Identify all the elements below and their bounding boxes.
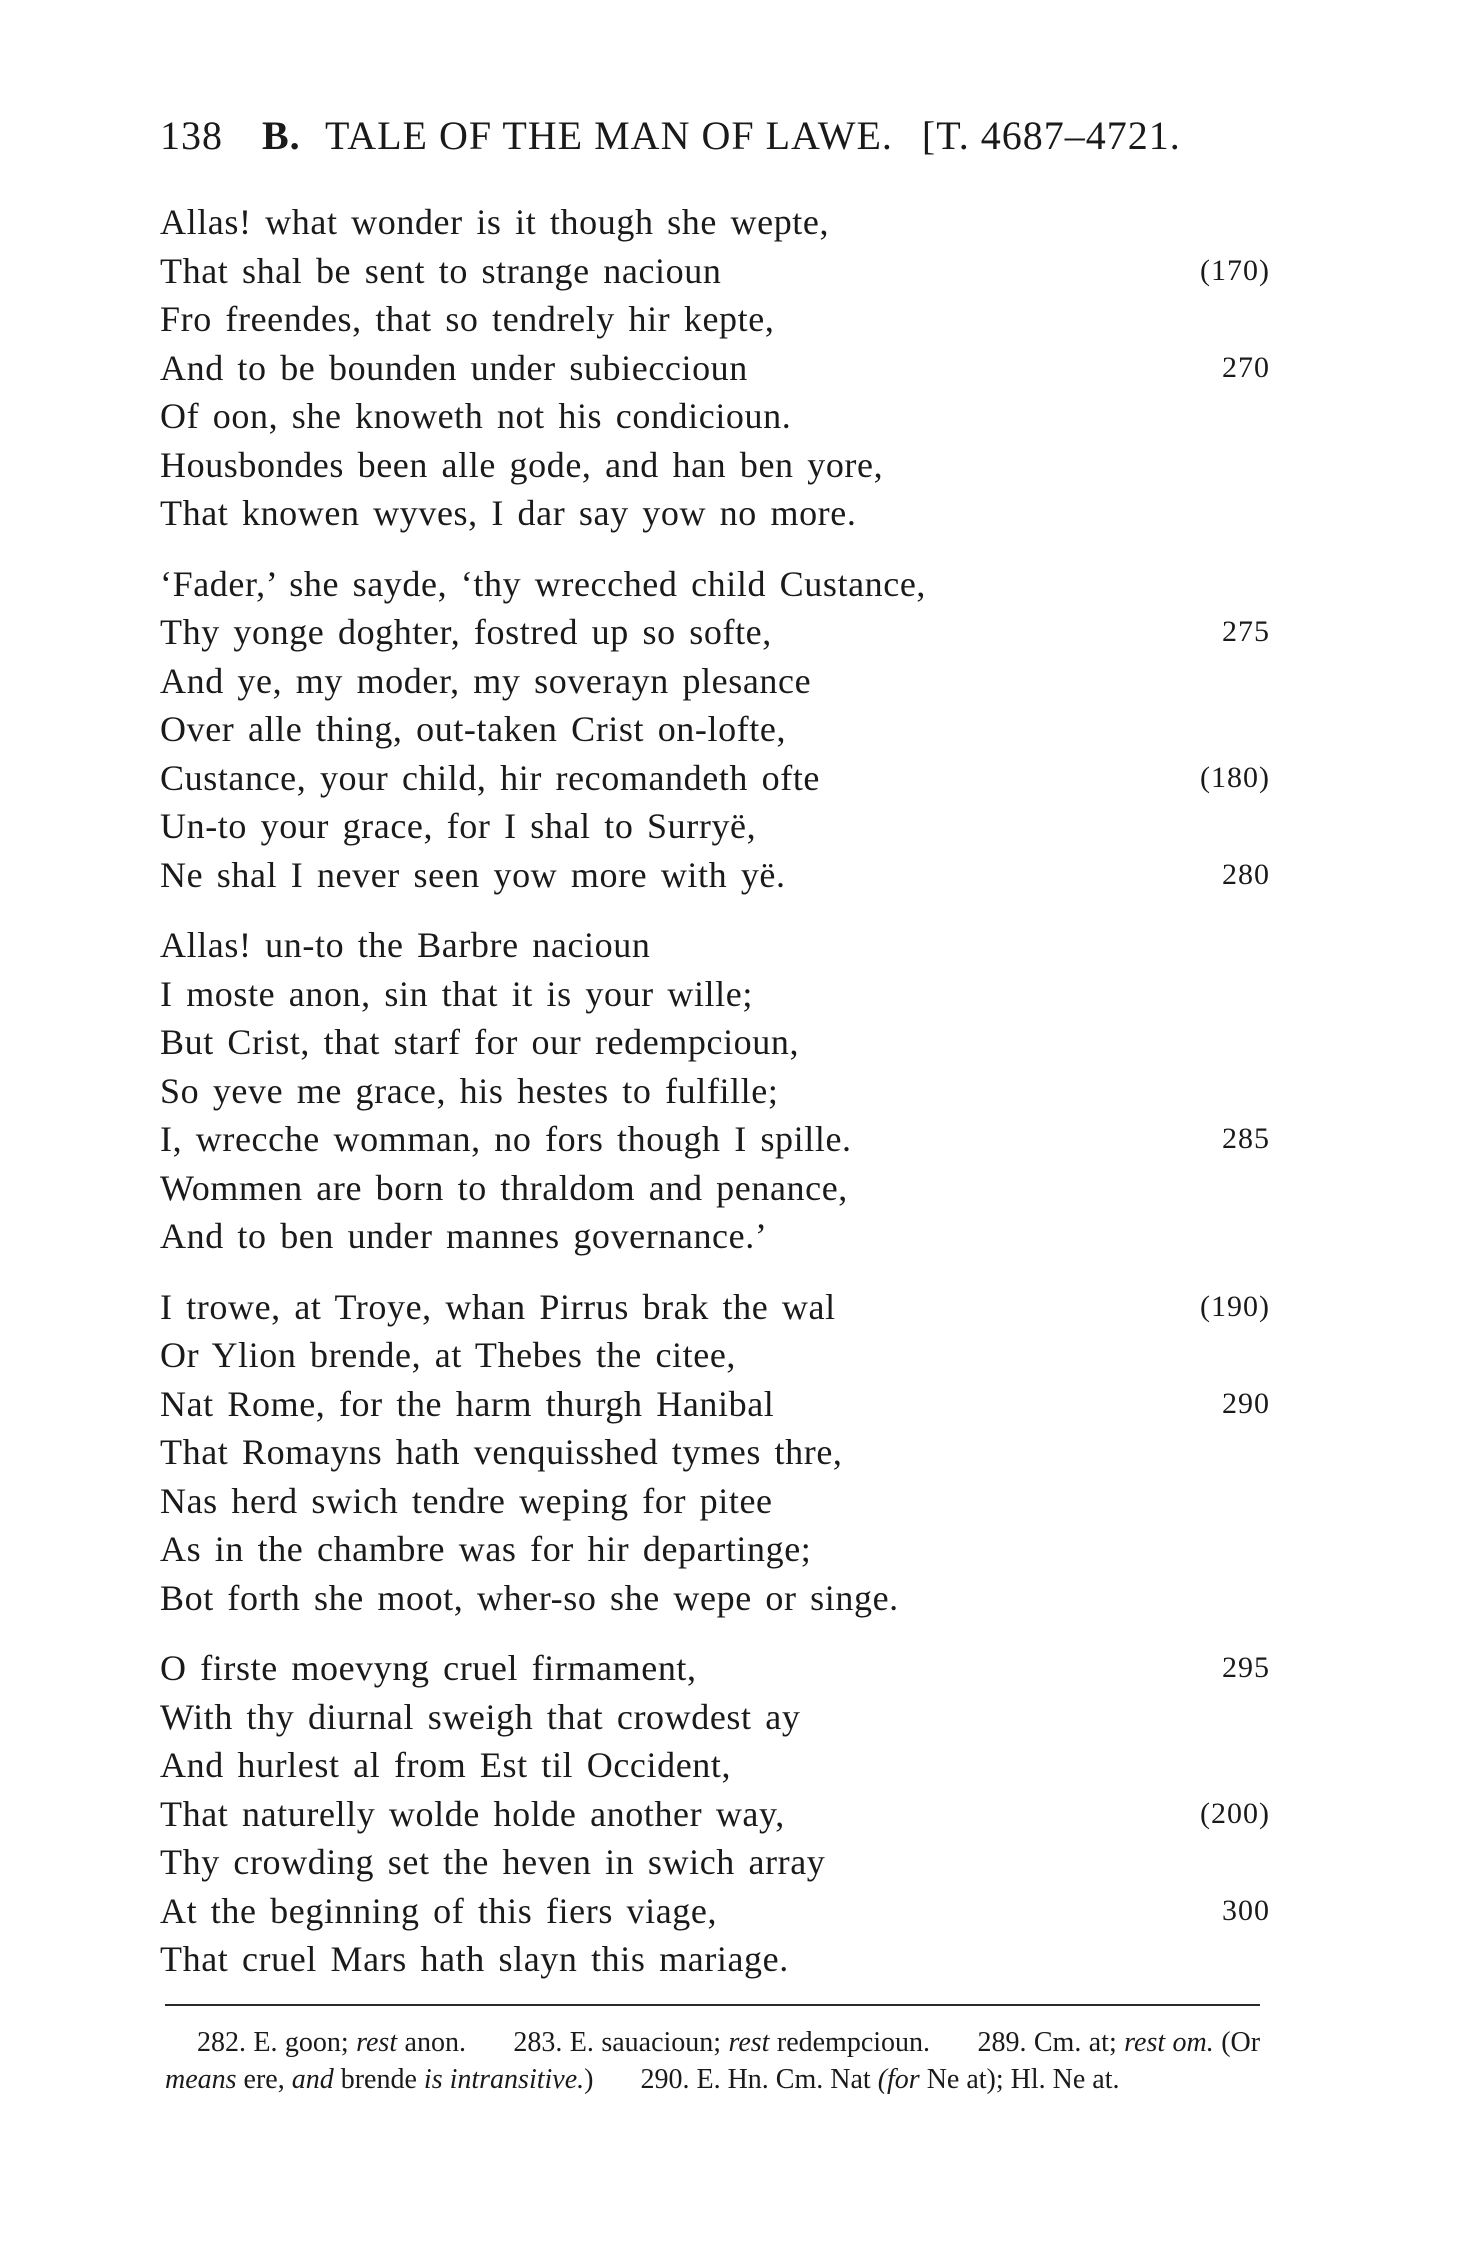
verse-text: Over alle thing, out-taken Crist on-lofte, [160,709,787,749]
verse-line [160,1018,1270,1067]
verse-line [160,921,1270,970]
verse-text: And ye, my moder, my soverayn plesance [160,660,812,701]
verse-text: I, wrecche womman, no fors though I spille. [160,1119,852,1159]
verse-text: With thy diurnal sweigh that crowdest ay [160,1696,801,1737]
verse-text: Allas! what wonder is it though she wepte, [160,202,830,242]
verse-text: ‘Fader,’ she sayde, ‘thy wrecched child Custance, [160,563,927,604]
verse-text: That cruel Mars hath slayn this mariage. [160,1939,789,1979]
footnote-text: brende [340,2064,417,2095]
verse-text: That Romayns hath venquisshed tymes thre, [160,1432,843,1472]
footnote-italic: rest om. [1124,2027,1214,2058]
footnote-text: ere, [243,2064,285,2095]
verse-line [160,1380,1270,1429]
stanza [160,560,1270,900]
verse-text: Thy crowding set the heven in swich array [160,1842,826,1882]
verse-text: Custance, your child, hir recomandeth ofte [160,757,820,798]
verse-line [160,1887,1270,1936]
poem-body [160,198,1270,2006]
verse-text: Of oon, she knoweth not his condicioun. [160,396,792,436]
line-number: 280 [1222,857,1270,891]
footnote-italic: rest [728,2027,770,2058]
verse-text: I trowe, at Troye, whan Pirrus brak the wal [160,1286,836,1327]
line-range: [T. 4687–4721. [921,113,1181,158]
line-number: (190) [1200,1289,1270,1323]
verse-line [160,247,1270,296]
verse-line [160,1115,1270,1164]
footnote-text: redempcioun. [776,2027,931,2058]
footnote-italic: and [291,2064,334,2095]
verse-line [160,1283,1270,1332]
footnote [640,2064,1119,2095]
line-number: (200) [1200,1796,1270,1830]
line-number: 290 [1222,1386,1270,1420]
verse-text: I moste anon, sin that it is your wille; [160,973,753,1014]
verse-line [160,1164,1270,1213]
footnote-text: 282. E. goon; [197,2027,349,2058]
verse-line [160,705,1270,754]
verse-line [160,1212,1270,1261]
verse-line [160,441,1270,490]
verse-line [160,1693,1270,1742]
line-number: 300 [1222,1893,1270,1927]
verse-line [160,1790,1270,1839]
verse-line [160,1935,1270,1984]
verse-line [160,657,1270,706]
page-number: 138 [160,113,223,158]
verse-line [160,851,1270,900]
line-number: (180) [1200,760,1270,794]
verse-line [160,1331,1270,1380]
running-header [160,112,1270,172]
verse-line [160,1525,1270,1574]
verse-text: That shal be sent to strange nacioun [160,250,722,291]
verse-text: As in the chambre was for hir departinge; [160,1529,812,1569]
stanza [160,1283,1270,1623]
verse-text: That knowen wyves, I dar say yow no more. [160,493,857,533]
verse-line [160,392,1270,441]
line-number: 270 [1222,350,1270,384]
footnote-text: (Or [1221,2027,1261,2058]
verse-text: Fro freendes, that so tendrely hir kepte, [160,299,775,339]
verse-line [160,608,1270,657]
section-letter: B. [262,113,301,158]
footnote-italic: is intransitive. [423,2064,585,2095]
stanza [160,1644,1270,1984]
footnote [513,2027,930,2058]
verse-line [160,1644,1270,1693]
footnote-text: 283. E. sauacioun; [513,2027,722,2058]
verse-text: Allas! un-to the Barbre nacioun [160,925,651,965]
footnote-text: ) [584,2064,594,2095]
verse-text: Nat Rome, for the harm thurgh Hanibal [160,1383,775,1424]
line-number: 285 [1222,1122,1270,1155]
line-number: (170) [1200,253,1270,287]
verse-line [160,970,1270,1019]
verse-text: Un-to your grace, for I shal to Surryë, [160,806,757,846]
verse-text: Or Ylion brende, at Thebes the citee, [160,1335,737,1375]
verse-line [160,1428,1270,1477]
verse-text: Housbondes been alle gode, and han ben yore, [160,444,884,485]
footnote [197,2027,466,2058]
verse-line [160,198,1270,247]
verse-text: Nas herd swich tendre weping for pitee [160,1480,773,1521]
verse-line [160,1477,1270,1526]
footnote-text: Ne at); Hl. Ne at. [926,2064,1120,2095]
verse-text: Ne shal I never seen yow more with yë. [160,854,786,895]
verse-line [160,802,1270,851]
verse-line [160,295,1270,344]
verse-text: Wommen are born to thraldom and penance, [160,1167,848,1208]
verse-line [160,1741,1270,1790]
footnote-text: anon. [404,2027,466,2058]
line-number: 295 [1222,1651,1270,1684]
verse-line [160,1574,1270,1623]
verse-text: And hurlest al from Est til Occident, [160,1745,732,1785]
footnote-italic: (for [877,2064,920,2095]
verse-text: That naturelly wolde holde another way, [160,1793,785,1834]
verse-text: Bot forth she moot, wher-so she wepe or singe. [160,1577,899,1618]
footnote-text: 289. Cm. at; [977,2027,1117,2058]
verse-text: So yeve me grace, his hestes to fulfille; [160,1070,779,1111]
footnote-text: 290. E. Hn. Cm. Nat [640,2064,871,2095]
footnote-italic: means [165,2064,237,2095]
footnotes [165,2024,1260,2098]
stanza [160,198,1270,538]
stanza [160,921,1270,1261]
verse-line [160,560,1270,609]
verse-line [160,344,1270,393]
line-number: 275 [1222,615,1270,648]
verse-line [160,1067,1270,1116]
running-title: TALE OF THE MAN OF LAWE. [324,113,893,158]
verse-line [160,1838,1270,1887]
verse-line [160,489,1270,538]
verse-text: O firste moevyng cruel firmament, [160,1648,697,1688]
footnote-rule [165,2004,1260,2006]
verse-text: And to ben under mannes governance.’ [160,1216,768,1256]
verse-text: But Crist, that starf for our redempcioun, [160,1022,800,1062]
verse-line [160,754,1270,803]
verse-text: Thy yonge doghter, fostred up so softe, [160,612,772,652]
footnote-italic: rest [356,2027,398,2058]
verse-text: At the beginning of this fiers viage, [160,1890,718,1931]
verse-text: And to be bounden under subieccioun [160,347,748,388]
